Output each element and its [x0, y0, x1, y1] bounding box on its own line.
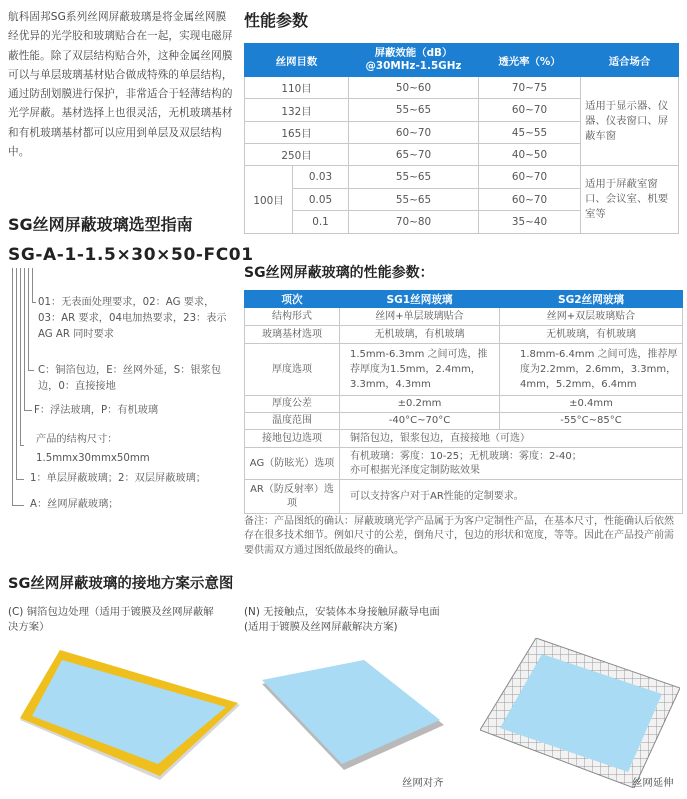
performance-title: 性能参数: [244, 11, 309, 30]
sg2-cell: 无机玻璃，有机玻璃: [500, 326, 683, 344]
merged-cell: 有机玻璃：雾度：10-25；无机玻璃：雾度：2-40； 亦可根据光泽度定制防眩效果: [340, 448, 683, 480]
shielding-cell: 55~65: [349, 166, 479, 189]
header-transmittance: 透光率（%）: [479, 44, 581, 77]
table-row: [245, 326, 683, 344]
legend-size: 产品的结构尺寸：1.5mmx30mmx50mm: [36, 434, 150, 464]
shielding-cell: 50~60: [349, 77, 479, 99]
transmittance-cell: 60~70: [479, 99, 581, 122]
mesh-extend-illustration: [480, 638, 680, 788]
mesh-cell: 165目: [245, 122, 349, 144]
note-text: 备注：产品图纸的确认：屏蔽玻璃光学产品属于为客户定制性产品，在基本尺寸，性能确认后依然存在很多技术细节。例如尺寸的公差，倒角尺寸，包边的形状和宽度，等等。因此在产品投产前需要供需双方通过图纸做最终的确认。: [244, 516, 674, 556]
table-row: [245, 166, 679, 189]
transmittance-cell: 35~40: [479, 211, 581, 234]
sg1-cell: 1.5mm-6.3mm 之间可选，推荐厚度为1.5mm，2.4mm，3.3mm，4.3mm: [340, 344, 500, 396]
item-cell: 温度范围: [245, 413, 340, 430]
label-mesh-extend: 丝网延伸: [632, 777, 674, 789]
sg2-cell: -55°C~85°C: [500, 413, 683, 430]
application-cell-display: 适用于显示器、仪器、仪表窗口、屏蔽车窗: [581, 77, 679, 166]
application-cell-room: 适用于屏蔽室窗口、会议室、机要室等: [581, 166, 679, 234]
item-cell: AR（防反射率）选项: [245, 480, 340, 514]
table-header-row: [245, 44, 679, 77]
table-row: [245, 396, 683, 413]
caption-no-contact-sub: (适用于镀膜及丝网屏蔽解决方案): [244, 621, 398, 633]
mesh-cell: 100目: [245, 166, 293, 234]
bracket-line-surface: [32, 268, 36, 303]
sg2-cell: 1.8mm-6.4mm 之间可选，推荐厚度为2.2mm，2.6mm，3.3mm，4mm，5.2mm，6.4mm: [500, 344, 683, 396]
sg1-cell: ±0.2mm: [340, 396, 500, 413]
merged-cell: 铜箔包边，银浆包边，直接接地（可选）: [340, 430, 683, 448]
table-row: [245, 480, 683, 514]
shielding-cell: 70~80: [349, 211, 479, 234]
sg1-cell: 丝网+单层玻璃贴合: [340, 308, 500, 326]
header-shielding: 屏蔽效能（dB） @30MHz-1.5GHz: [349, 44, 479, 77]
sg-params-table: [244, 290, 683, 514]
shielding-cell: 60~70: [349, 122, 479, 144]
item-cell: 结构形式: [245, 308, 340, 326]
transmittance-cell: 45~55: [479, 122, 581, 144]
legend-layers: 1：单层屏蔽玻璃；2：双层屏蔽玻璃；: [30, 473, 206, 484]
item-cell: 厚度公差: [245, 396, 340, 413]
table-row: [245, 77, 679, 99]
legend-material: F：浮法玻璃，P：有机玻璃: [34, 405, 159, 416]
header-sg2: SG2丝网玻璃: [500, 291, 683, 308]
wire-diameter-cell: 0.1: [293, 211, 349, 234]
header-application: 适合场合: [581, 44, 679, 77]
performance-table: [244, 43, 679, 234]
caption-no-contact: (N) 无接触点，安装体本身接触屏蔽导电面: [244, 606, 440, 618]
model-code: SG-A-1-1.5×30×50-FC01: [8, 245, 254, 265]
copper-edge-illustration: [20, 650, 245, 780]
table-row: [245, 430, 683, 448]
shielding-cell: 55~65: [349, 189, 479, 211]
caption-copper: (C) 铜箔包边处理（适用于镀膜及丝网屏蔽解决方案）: [8, 606, 214, 633]
shielding-cell: 55~65: [349, 99, 479, 122]
label-mesh-flush: 丝网对齐: [402, 777, 444, 789]
wire-diameter-cell: 0.05: [293, 189, 349, 211]
transmittance-cell: 40~50: [479, 144, 581, 166]
selection-guide-title: SG丝网屏蔽玻璃选型指南: [8, 215, 193, 234]
header-item: 项次: [245, 291, 340, 308]
intro-paragraph: 航科固邦SG系列丝网屏蔽玻璃是将金属丝网膜经优异的光学胶和玻璃贴合在一起，实现电磁屏蔽性能。除了双层结构贴合外，这种金属丝网膜可以与单层玻璃基材贴合做成特殊的单层结构，通过防刮划膜进行保护，非常适合于轻薄结构的光学屏蔽。基材选择上也很灵活，无机玻璃基材和有机玻璃基材都可以应用到单层及双层结构中。: [8, 11, 233, 159]
legend-type: A：丝网屏蔽玻璃；: [30, 499, 119, 510]
transmittance-cell: 70~75: [479, 77, 581, 99]
transmittance-cell: 60~70: [479, 166, 581, 189]
sg2-cell: ±0.4mm: [500, 396, 683, 413]
legend-edge: C：铜箔包边，E：丝网外延，S：银浆包边，0：直接接地: [38, 365, 222, 392]
wire-diameter-cell: 0.03: [293, 166, 349, 189]
table-row: [245, 344, 683, 396]
sg-params-title: SG丝网屏蔽玻璃的性能参数：: [244, 265, 434, 281]
mesh-flush-illustration: [262, 660, 452, 780]
transmittance-cell: 60~70: [479, 189, 581, 211]
legend-surface: 01：无表面处理要求，02：AG 要求，03：AR 要求，04电加热要求，23：表示AG AR 同时要求: [38, 297, 227, 340]
table-row: [245, 308, 683, 326]
item-cell: AG（防眩光）选项: [245, 448, 340, 480]
mesh-cell: 110目: [245, 77, 349, 99]
sg1-cell: 无机玻璃，有机玻璃: [340, 326, 500, 344]
mesh-cell: 132目: [245, 99, 349, 122]
sg1-cell: -40°C~70°C: [340, 413, 500, 430]
header-mesh: 丝网目数: [245, 44, 349, 77]
table-row: [245, 448, 683, 480]
table-row: [245, 413, 683, 430]
item-cell: 玻璃基材选项: [245, 326, 340, 344]
merged-cell: 可以支持客户对于AR性能的定制要求。: [340, 480, 683, 514]
mesh-cell: 250目: [245, 144, 349, 166]
shielding-cell: 65~70: [349, 144, 479, 166]
header-sg1: SG1丝网玻璃: [340, 291, 500, 308]
item-cell: 厚度选项: [245, 344, 340, 396]
sg2-cell: 丝网+双层玻璃贴合: [500, 308, 683, 326]
item-cell: 接地包边选项: [245, 430, 340, 448]
table-header-row: [245, 291, 683, 308]
grounding-title: SG丝网屏蔽玻璃的接地方案示意图: [8, 576, 234, 592]
